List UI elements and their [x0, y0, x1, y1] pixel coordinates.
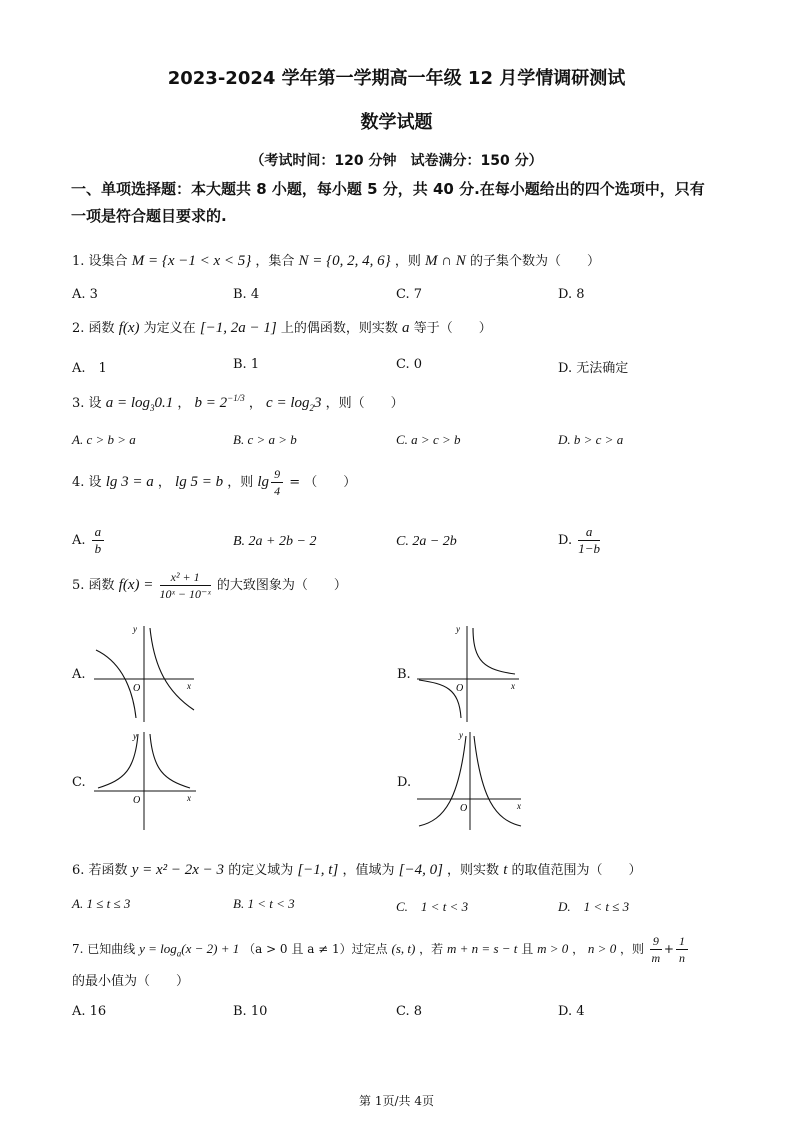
- curve-right-branch: [473, 628, 515, 674]
- q7-text-1: 已知曲线: [87, 942, 136, 956]
- q5-option-b-label[interactable]: B.: [397, 667, 411, 682]
- q3-math-a: $a = \log_30.1$: [105, 395, 174, 413]
- q6-text-1: 若函数: [88, 863, 128, 878]
- q2-text-3: 上的偶函数，则实数: [280, 321, 398, 336]
- q6-math-t: t: [503, 862, 508, 878]
- q3-text-4: ，则（ ）: [325, 396, 404, 411]
- q4-option-c[interactable]: C. 2a − 2b: [396, 534, 457, 549]
- y-axis-label: y: [133, 731, 137, 741]
- origin-label: O: [456, 683, 464, 694]
- q5-text-1: 函数: [88, 578, 115, 593]
- q7-option-b[interactable]: B. 10: [233, 1004, 268, 1019]
- x-axis-label: x: [517, 801, 521, 811]
- question-4: [72, 466, 356, 499]
- q5-text-2: 的大致图象为（ ）: [216, 578, 347, 593]
- y-axis-label: y: [456, 624, 460, 634]
- q3-text-3: ，: [248, 396, 262, 411]
- q7-math-n: n > 0: [587, 941, 617, 956]
- q5-math-fraction: $\frac{\text{x² + 1}}{\text{10ˣ − 10⁻ˣ}}$: [159, 570, 211, 601]
- question-5: [72, 569, 347, 602]
- q1-option-d[interactable]: D. 8: [558, 287, 585, 302]
- q5-option-d-label[interactable]: D.: [397, 775, 412, 790]
- q1-math-set-m: M = {x −1 < x < 5}: [131, 253, 252, 269]
- exam-title: 2023-2024 学年第一学期高一年级 12 月学情调研测试: [167, 68, 626, 89]
- origin-label: O: [133, 683, 141, 694]
- q7-text-6: ，则: [620, 942, 645, 956]
- section-heading-line2: 一项是符合题目要求的.: [71, 207, 227, 225]
- x-axis-label: x: [187, 681, 191, 691]
- q6-text-5: 的取值范围为（ ）: [511, 863, 642, 878]
- q5-graph-b[interactable]: [415, 622, 525, 726]
- q2-option-c[interactable]: C. 0: [396, 357, 423, 372]
- q6-text-2: 的定义域为: [228, 863, 294, 878]
- q3-number: 3.: [72, 396, 85, 411]
- q2-option-b[interactable]: B. 1: [233, 357, 260, 372]
- q4-option-b[interactable]: B. 2a + 2b − 2: [233, 534, 317, 549]
- curve-left-branch: [419, 680, 464, 718]
- q6-text-4: ，则实数: [447, 863, 500, 878]
- q4-number: 4.: [72, 474, 85, 490]
- q2-number: 2.: [72, 321, 85, 336]
- q5-graph-d[interactable]: [415, 728, 527, 832]
- q1-text-3: ，则: [394, 254, 421, 269]
- q6-text-3: ，值域为: [342, 863, 395, 878]
- q3-option-d[interactable]: D. b > c > a: [558, 432, 624, 447]
- q6-option-d[interactable]: D. 1 < t ≤ 3: [558, 899, 630, 914]
- q1-math-intersection: M ∩ N: [424, 253, 466, 269]
- q7-line-2: 的最小值为（ ）: [72, 974, 190, 989]
- q6-option-b[interactable]: B. 1 < t < 3: [233, 896, 295, 911]
- q7-fraction-1-n: $\frac{1}{n}$: [676, 933, 688, 966]
- q1-text-4: 的子集个数为（ ）: [469, 254, 600, 269]
- q6-math-range: [−4, 0]: [398, 862, 443, 878]
- q7-text-5: ，: [572, 942, 585, 956]
- q7-text-3: ，若: [419, 942, 444, 956]
- q4-option-d[interactable]: D. $\frac{a}{1-b}$: [558, 524, 601, 556]
- q4-text-3: ，则: [227, 474, 254, 490]
- section-heading: [71, 176, 731, 230]
- question-1: [72, 250, 600, 270]
- q5-number: 5.: [72, 578, 85, 593]
- q7-math-point: (s, t): [391, 941, 416, 956]
- y-axis-label: y: [459, 730, 463, 740]
- q2-text-4: 等于（ ）: [413, 321, 492, 336]
- q1-option-a[interactable]: A. 3: [72, 287, 98, 302]
- section-heading-line1: 一、单项选择题：本大题共 8 小题，每小题 5 分，共 40 分.在每小题给出的四个选项中，只有: [71, 180, 705, 198]
- q3-math-b: $b = 2^{-1/3}$: [194, 393, 245, 411]
- q3-text-2: ，: [177, 396, 191, 411]
- q1-text-1: 设集合: [88, 254, 128, 269]
- curve-right-branch: [150, 734, 190, 788]
- q4-math-lg3: lg 3 = a: [105, 473, 154, 490]
- curve-left-branch: [96, 650, 136, 718]
- curve-left-branch: [98, 734, 138, 788]
- q3-math-c: $c = \log_23$: [266, 395, 322, 413]
- q2-text-1: 函数: [88, 321, 115, 336]
- question-6: [72, 859, 642, 879]
- q7-text-2: （a > 0 且 a ≠ 1）过定点: [243, 942, 388, 956]
- q6-option-a[interactable]: A. 1 ≤ t ≤ 3: [72, 896, 131, 911]
- origin-label: O: [133, 795, 141, 806]
- q1-option-c[interactable]: C. 7: [396, 287, 423, 302]
- q6-option-c[interactable]: C. 1 < t < 3: [396, 899, 469, 914]
- question-2: [72, 317, 492, 337]
- question-7: [72, 933, 690, 966]
- q2-math-f: f(x): [118, 320, 140, 336]
- q1-option-b[interactable]: B. 4: [233, 287, 260, 302]
- q2-text-2: 为定义在: [143, 321, 196, 336]
- q1-text-2: ，集合: [255, 254, 295, 269]
- origin-label: O: [460, 803, 468, 814]
- x-axis-label: x: [511, 681, 515, 691]
- q4-text-4: = （ ）: [289, 474, 357, 490]
- q4-option-a[interactable]: A. $\frac{a}{b}$: [72, 524, 106, 557]
- q2-option-d[interactable]: D. 无法确定: [558, 361, 629, 376]
- q5-graph-c[interactable]: [92, 728, 202, 832]
- q4-math-lg5: lg 5 = b: [175, 473, 224, 490]
- q7-text-4: 且: [521, 942, 534, 956]
- q4-text-2: ，: [157, 474, 171, 490]
- q4-text-1: 设: [88, 474, 102, 490]
- q5-option-c-label[interactable]: C.: [72, 775, 86, 790]
- q7-math-curve: $y = \log_a(x - 2) + 1$: [139, 941, 240, 959]
- q7-option-d[interactable]: D. 4: [558, 1004, 585, 1019]
- q7-fraction-9-m: $\frac{9}{m}$: [651, 934, 661, 965]
- q3-text-1: 设: [88, 396, 102, 411]
- curve-left-branch: [419, 736, 466, 826]
- q5-graph-a[interactable]: [92, 622, 202, 726]
- q7-option-c[interactable]: C. 8: [396, 1004, 423, 1019]
- q7-math-condition: m + n = s − t: [447, 941, 518, 956]
- q5-option-a-label[interactable]: A.: [72, 667, 86, 682]
- q6-number: 6.: [72, 863, 85, 878]
- exam-subtitle: 数学试题: [360, 112, 433, 133]
- y-axis-label: y: [133, 624, 137, 634]
- curve-right-branch: [150, 628, 194, 710]
- q2-math-interval: [−1, 2a − 1]: [199, 320, 277, 336]
- exam-info: （考试时间：120 分钟 试卷满分：150 分）: [250, 153, 543, 169]
- q4-math-lg-fraction: lg $\frac{9}{4}$: [257, 474, 285, 490]
- q2-option-a[interactable]: A. 1: [72, 361, 107, 376]
- q1-number: 1.: [72, 254, 85, 269]
- q2-math-a: a: [402, 320, 410, 336]
- page-footer: 第 1页/共 4页: [359, 1094, 434, 1108]
- q7-option-a[interactable]: A. 16: [72, 1004, 107, 1019]
- q3-option-c[interactable]: C. a > c > b: [396, 432, 461, 447]
- question-3: [72, 392, 404, 413]
- q5-math-f: f(x) =: [118, 577, 154, 593]
- q3-option-a[interactable]: A. c > b > a: [72, 432, 136, 447]
- q6-math-function: y = x² − 2x − 3: [131, 862, 225, 878]
- q7-plus: +: [663, 942, 674, 956]
- q7-math-m: m > 0: [537, 941, 569, 956]
- q7-number: 7.: [72, 942, 84, 956]
- q3-option-b[interactable]: B. c > a > b: [233, 432, 297, 447]
- q1-math-set-n: N = {0, 2, 4, 6}: [298, 253, 391, 269]
- x-axis-label: x: [187, 793, 191, 803]
- q6-math-domain: [−1, t]: [297, 862, 339, 878]
- curve-right-branch: [474, 736, 521, 826]
